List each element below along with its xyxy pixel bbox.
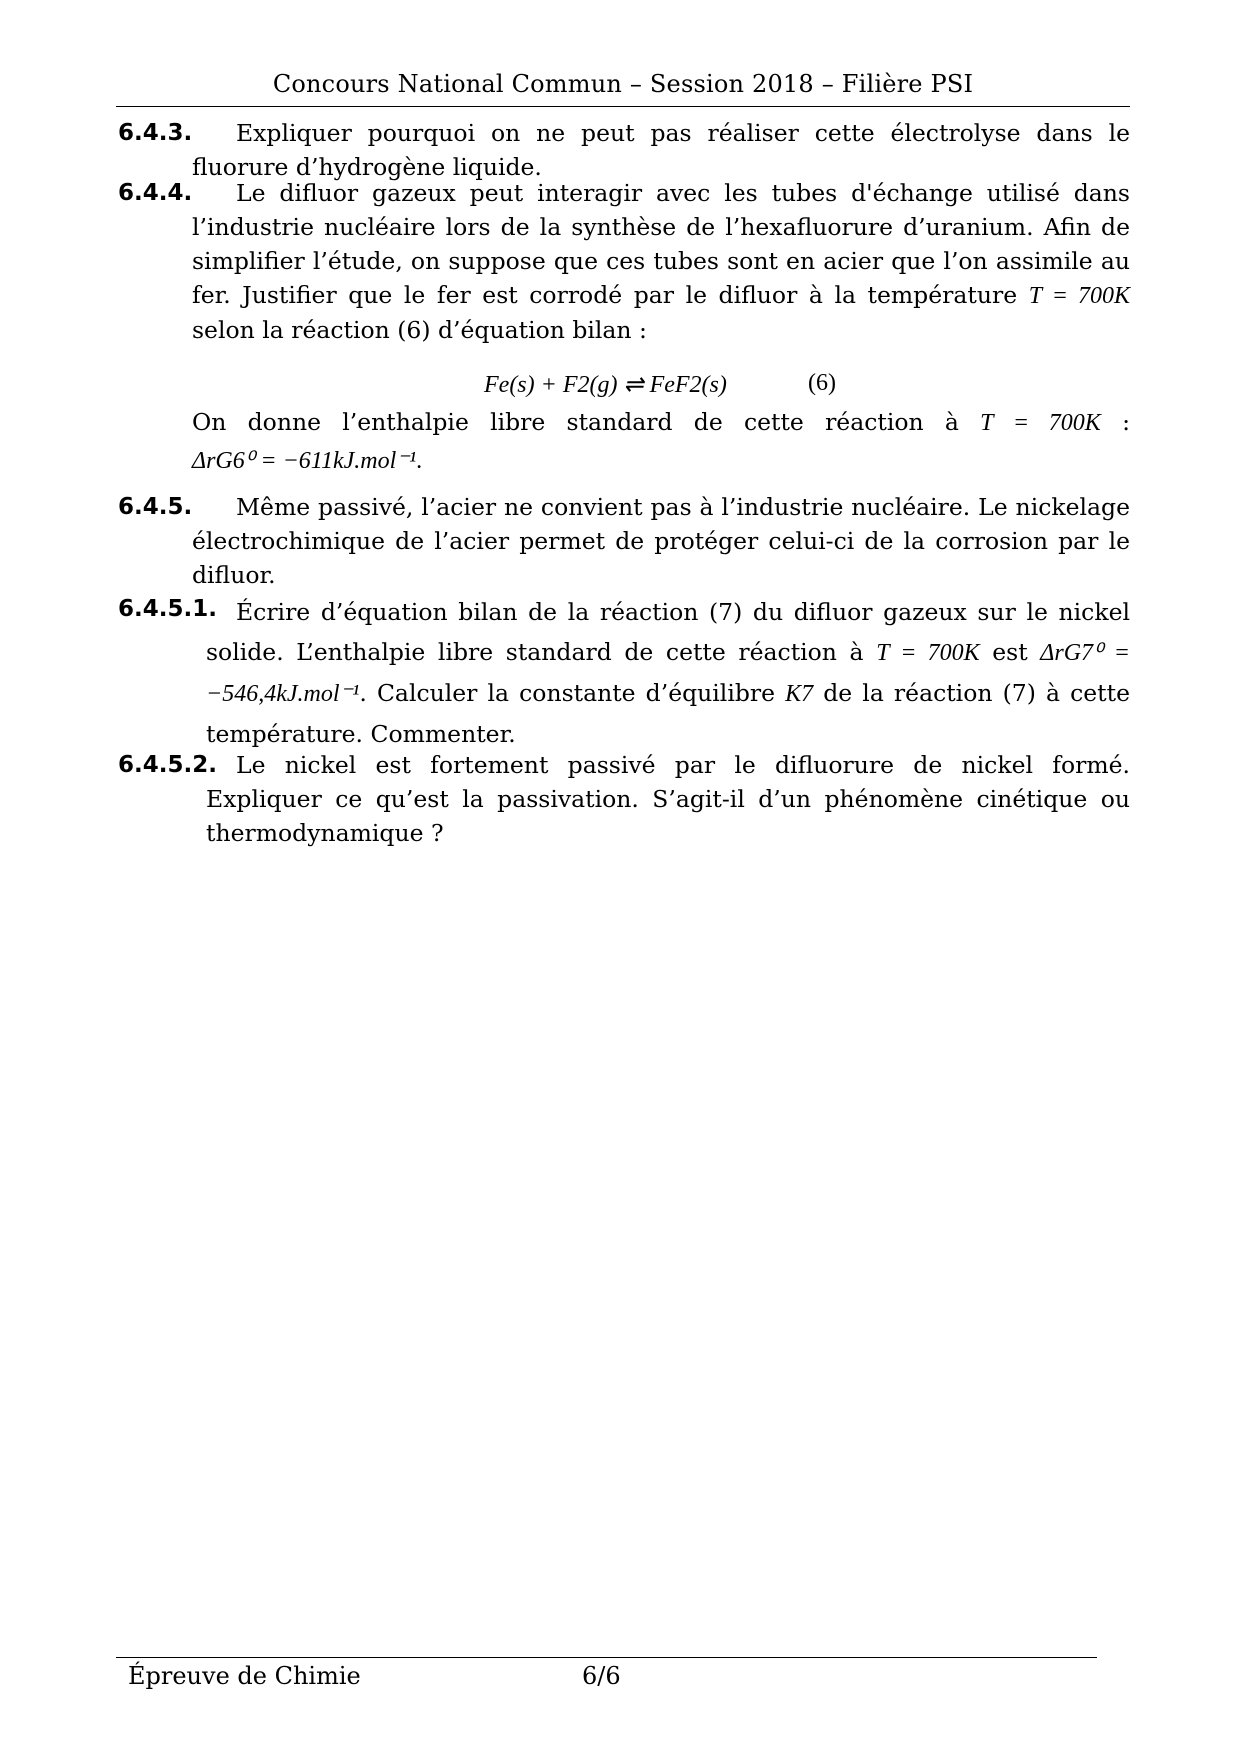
section-number: 6.4.5.2. xyxy=(118,752,217,778)
section-6-4-5 xyxy=(118,490,1130,592)
given-colon: : xyxy=(1122,408,1130,436)
section-text-est: est xyxy=(992,638,1028,666)
reaction-6-equation xyxy=(484,370,727,399)
page-header-title: Concours National Commun – Session 2018 – Filière PSI xyxy=(272,70,974,98)
equation-text: Fe(s) + F2(g) ⇌ FeF2(s) xyxy=(484,372,727,398)
temperature-value: T = 700K xyxy=(876,640,980,666)
section-text xyxy=(118,490,1130,592)
section-number: 6.4.4. xyxy=(118,180,193,206)
given-temperature: T = 700K xyxy=(980,410,1101,436)
section-text-after: selon la réaction (6) d’équation bilan : xyxy=(192,316,647,344)
section-6-4-3 xyxy=(118,116,1130,184)
section-text xyxy=(118,116,1130,184)
section-text xyxy=(118,748,1130,850)
section-text-end: de la réaction (7) xyxy=(823,679,1036,707)
section-number: 6.4.5.1. xyxy=(118,596,217,622)
footer-page-number: 6/6 xyxy=(582,1662,621,1690)
given-text: On donne l’enthalpie libre standard de cette réaction à xyxy=(192,408,959,436)
section-6-4-4 xyxy=(118,176,1130,347)
header-rule xyxy=(116,106,1130,107)
footer-rule xyxy=(116,1657,1097,1658)
section-text-content: Le difluor gazeux peut interagir avec les tubes d'échange utilisé dans l’industrie nucléaire lors de la synthèse de l’hexafluorure d’uranium. Afin de simplifier l’étude, on suppose que ces tubes sont en acier que l’on assimile au fer. Justifier que le fer est corrodé par le difluor à la température xyxy=(192,179,1130,309)
given-line xyxy=(192,405,1130,440)
section-text-content: Écrire d’équation bilan de la réaction (7) du difluor gazeux sur le nickel solide. L’enthalpie libre standard de cette réaction à xyxy=(206,598,1130,666)
section-text-content: Le nickel est fortement passivé par le difluorure de nickel formé. Expliquer ce qu’est la passivation. S’agit-il d’un phénomène cinétique ou thermodynamique ? xyxy=(206,751,1130,847)
delta-g-7: ΔrG7⁰ = −546,4kJ.mol⁻¹ xyxy=(206,640,1130,707)
section-text xyxy=(118,592,1130,754)
section-number: 6.4.5. xyxy=(118,494,193,520)
section-number: 6.4.3. xyxy=(118,120,193,146)
section-text-mid: . Calculer la constante d’équilibre xyxy=(359,679,776,707)
delta-g-6: ΔrG6⁰ = −611kJ.mol⁻¹ xyxy=(192,448,417,474)
section-6-4-5-2 xyxy=(118,748,1130,850)
delta-g-6-line xyxy=(192,446,422,475)
footer-exam-name: Épreuve de Chimie xyxy=(128,1662,361,1690)
section-text-last: à cette température. Commenter. xyxy=(206,679,1130,748)
temperature-value: T = 700K xyxy=(1028,283,1130,309)
equation-number: (6) xyxy=(808,370,836,396)
section-text-content: Expliquer pourquoi on ne peut pas réaliser cette électrolyse dans le fluorure d’hydrogène liquide. xyxy=(192,119,1130,181)
section-text-content: Même passivé, l’acier ne convient pas à l’industrie nucléaire. Le nickelage électrochimique de l’acier permet de protéger celui-ci de la corrosion par le difluor. xyxy=(192,493,1130,589)
delta-g-6-period: . xyxy=(416,448,423,474)
section-6-4-5-1 xyxy=(118,592,1130,754)
k7-symbol: K7 xyxy=(785,681,814,707)
section-text xyxy=(118,176,1130,347)
